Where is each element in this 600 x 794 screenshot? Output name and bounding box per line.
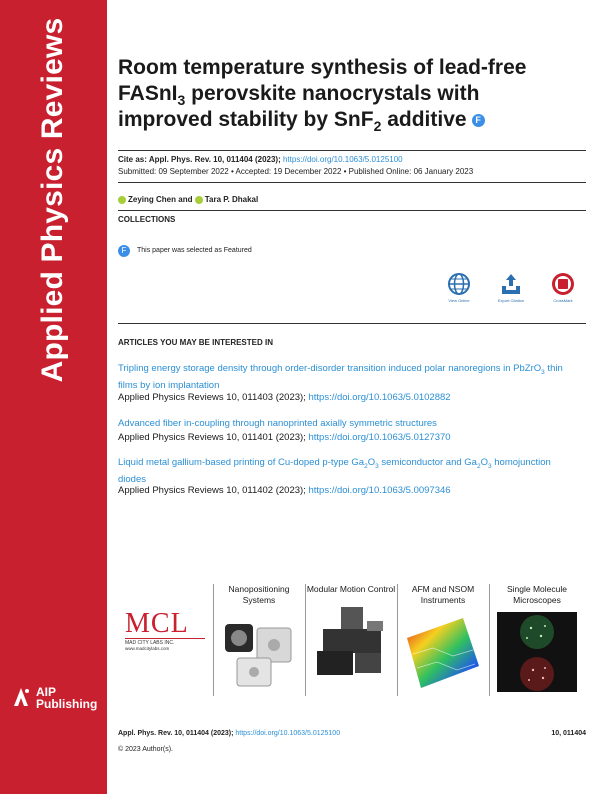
ad-column: Modular Motion Control — [305, 580, 397, 684]
related-articles-heading: ARTICLES YOU MAY BE INTERESTED IN — [118, 338, 273, 347]
related-article-citation: Applied Physics Reviews 10, 011401 (2023); https://doi.org/10.1063/5.0127370 — [118, 432, 451, 443]
divider — [118, 323, 586, 324]
publisher-line2: Publishing — [36, 697, 98, 711]
author-link[interactable]: Tara P. Dhakal — [204, 195, 259, 204]
related-article-citation: Applied Physics Reviews 10, 011402 (2023); https://doi.org/10.1063/5.0097346 — [118, 485, 451, 496]
authors: Zeying Chen and Tara P. Dhakal — [118, 195, 258, 204]
article-doi-link[interactable]: https://doi.org/10.1063/5.0125100 — [282, 155, 403, 164]
featured-icon[interactable]: F — [472, 114, 485, 127]
divider — [118, 150, 586, 151]
featured-text: This paper was selected as Featured — [137, 247, 252, 254]
related-doi-link[interactable]: https://doi.org/10.1063/5.0102882 — [308, 392, 451, 403]
journal-sidebar — [0, 0, 107, 794]
footer-citation: Appl. Phys. Rev. 10, 011404 (2023); https://doi.org/10.1063/5.0125100 — [118, 730, 341, 737]
citation-line: Cite as: Appl. Phys. Rev. 10, 011404 (2023); https://doi.org/10.1063/5.0125100 — [118, 155, 403, 164]
collections-heading: COLLECTIONS — [118, 215, 176, 224]
afm-scan-image — [403, 612, 483, 692]
export-icon — [499, 272, 523, 296]
ad-column: AFM and NSOM Instruments — [397, 580, 489, 695]
related-article-title[interactable]: Advanced fiber in-coupling through nanoprinted axially symmetric structures — [118, 418, 437, 429]
mcl-logo: MCL MAD CITY LABS INC. www.madcitylabs.com — [125, 610, 205, 651]
page-id: 10, 011404 — [551, 730, 586, 737]
publication-dates: Submitted: 09 September 2022 • Accepted: 19 December 2022 • Published Online: 06 January 2023 — [118, 167, 474, 176]
view-online-button[interactable]: View Online — [437, 272, 481, 303]
orcid-icon[interactable] — [195, 196, 203, 204]
journal-name: Applied Physics Reviews — [36, 17, 69, 383]
footer-doi-link[interactable]: https://doi.org/10.1063/5.0125100 — [235, 730, 341, 737]
related-article-citation: Applied Physics Reviews 10, 011403 (2023); https://doi.org/10.1063/5.0102882 — [118, 392, 451, 403]
publisher-line1: AIP — [36, 685, 57, 699]
advertisement-banner[interactable] — [125, 580, 585, 700]
divider — [118, 210, 586, 211]
crossmark-button[interactable]: CrossMark — [541, 272, 585, 303]
author-link[interactable]: Zeying Chen — [128, 195, 177, 204]
featured-icon[interactable]: F — [118, 245, 130, 257]
aip-publishing-logo[interactable] — [10, 686, 102, 712]
orcid-icon[interactable] — [118, 196, 126, 204]
related-doi-link[interactable]: https://doi.org/10.1063/5.0097346 — [308, 485, 451, 496]
nanopositioner-image — [219, 612, 299, 692]
ad-column: Nanopositioning Systems — [213, 580, 305, 695]
globe-icon — [447, 272, 471, 296]
copyright: © 2023 Author(s). — [118, 746, 173, 753]
article-title: Room temperature synthesis of lead-free FASnI$_3$ perovskite nanocrystals with improved stability by SnF$_2$ additive F — [118, 56, 527, 135]
export-citation-button[interactable]: Export Citation — [489, 272, 533, 303]
divider — [118, 182, 586, 183]
ad-column: Single Molecule Microscopes — [489, 580, 585, 695]
motion-stage-image — [311, 601, 391, 681]
related-article-title[interactable]: Liquid metal gallium-based printing of Cu-doped p-type $Ga_2O_3$ semiconductor and $Ga_2O_3$ homojunction diodes — [118, 457, 551, 485]
related-doi-link[interactable]: https://doi.org/10.1063/5.0127370 — [308, 432, 451, 443]
microscope-image — [497, 612, 577, 692]
aip-logo-icon — [10, 686, 32, 708]
related-article-title[interactable]: Tripling energy storage density through order-disorder transition induced polar nanoregions in PbZrO$_3$ thin films by ion implantation — [118, 363, 563, 391]
crossmark-icon — [551, 272, 575, 296]
